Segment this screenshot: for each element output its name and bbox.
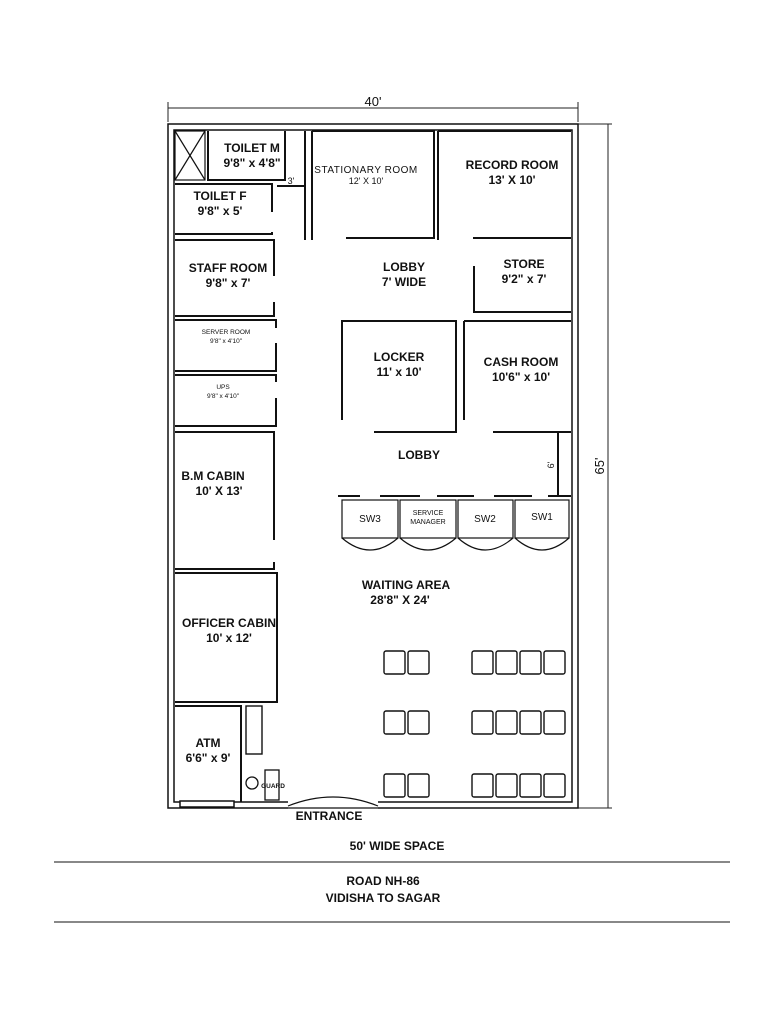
room-cash <box>464 321 571 432</box>
room-name: RECORD ROOM <box>465 158 559 172</box>
guard-label: GUARD <box>261 783 285 790</box>
room-size: 9'8" x 5' <box>197 204 243 218</box>
room-size: 12' X 10' <box>348 176 384 186</box>
counter-row <box>342 500 569 550</box>
road-info <box>54 839 730 922</box>
room-name: STAFF ROOM <box>188 261 268 275</box>
room-bm-cabin <box>175 432 274 569</box>
waiting-chairs <box>384 651 565 797</box>
room-name: SERVER ROOM <box>201 329 251 336</box>
room-officer-cabin <box>175 573 277 702</box>
room-name: B.M CABIN <box>181 469 245 483</box>
lobby-size: 7' WIDE <box>381 275 427 289</box>
counter-sw2: SW2 <box>474 514 496 525</box>
waiting-size: 28'8" X 24' <box>370 593 430 607</box>
room-size: 11' x 10' <box>376 365 422 379</box>
room-toilet-f <box>175 184 272 234</box>
room-size: 10' X 13' <box>195 484 243 498</box>
height-dimension <box>578 124 612 808</box>
road-route: VIDISHA TO SAGAR <box>325 891 441 905</box>
counter-sw3: SW3 <box>359 514 381 525</box>
room-name: UPS <box>216 384 230 391</box>
waiting-name: WAITING AREA <box>361 578 451 592</box>
road-name: ROAD NH-86 <box>346 874 420 888</box>
width-dimension <box>168 94 578 122</box>
room-size: 13' X 10' <box>488 173 536 187</box>
room-name: TOILET M <box>224 141 280 155</box>
lobby-top <box>382 260 426 289</box>
chair-row-2 <box>384 711 565 734</box>
entrance-label: ENTRANCE <box>295 809 363 823</box>
lobby-name: LOBBY <box>383 260 425 274</box>
room-size: 9'8" x 4'10" <box>209 338 243 345</box>
room-toilet-m <box>208 131 285 180</box>
room-name: STATIONARY ROOM <box>314 165 418 176</box>
room-name: STORE <box>503 257 545 271</box>
room-stationary <box>312 131 434 240</box>
atm-door <box>180 801 234 807</box>
room-server <box>175 320 276 371</box>
room-size: 10' x 12' <box>206 631 252 645</box>
room-atm <box>175 706 241 807</box>
waiting-area <box>362 578 451 607</box>
counter-service-line2: MANAGER <box>410 519 446 526</box>
room-size: 6'6" x 9' <box>185 751 231 765</box>
chair-row-3 <box>384 774 565 797</box>
height-label: 65' <box>592 457 607 475</box>
room-size: 10'6" x 10' <box>491 370 551 384</box>
room-name: OFFICER CABIN <box>182 616 276 630</box>
room-size: 9'8" x 7' <box>205 276 251 290</box>
room-name: TOILET F <box>193 189 247 203</box>
strip-label: 6' <box>546 461 556 469</box>
road-space-label: 50' WIDE SPACE <box>349 839 445 853</box>
chair-row-1 <box>384 651 565 674</box>
guard-post <box>246 770 285 800</box>
room-size: 9'8" x 4'10" <box>206 393 240 400</box>
lobby-mid-label: LOBBY <box>398 448 440 462</box>
guard-icon <box>246 777 258 789</box>
room-store <box>474 257 571 312</box>
counter-sw1: SW1 <box>531 512 553 523</box>
room-staff <box>175 240 274 316</box>
entrance <box>288 797 378 823</box>
column-post <box>246 706 262 754</box>
room-name: ATM <box>195 736 221 750</box>
shaft-box <box>175 131 205 180</box>
room-name: LOCKER <box>373 350 425 364</box>
room-ups <box>175 375 276 426</box>
strip-6ft <box>546 432 571 496</box>
room-size: 9'8" x 4'8" <box>223 156 281 170</box>
width-label: 40' <box>364 94 382 109</box>
counter-service-line1: SERVICE <box>412 510 444 517</box>
room-record <box>438 131 571 240</box>
room-size: 9'2" x 7' <box>501 272 547 286</box>
room-locker <box>342 321 456 432</box>
room-name: CASH ROOM <box>483 355 559 369</box>
passage-label: 3' <box>287 176 295 186</box>
